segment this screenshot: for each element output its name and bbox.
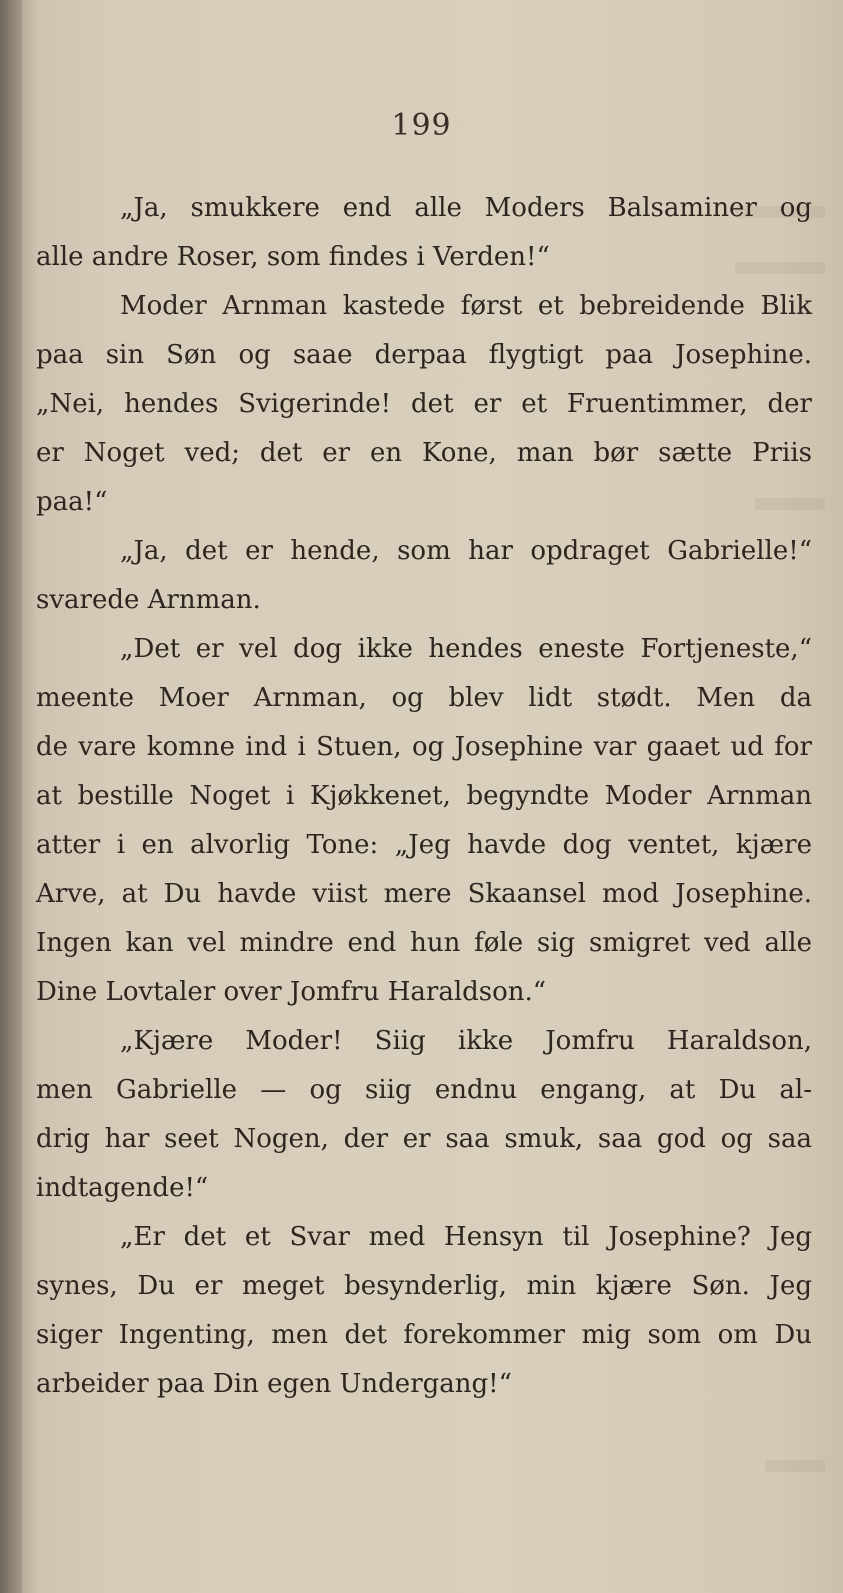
body-text (36, 184, 812, 1409)
text-line: Dine Lovtaler over Jomfru Haraldson.“ (36, 977, 547, 1007)
text-line: synes, Du er meget besynderlig, min kjære Søn. Jeg (36, 1271, 812, 1301)
text-line: men Gabrielle — og siig endnu engang, at Du al- (36, 1075, 812, 1105)
text-line: arbeider paa Din egen Undergang!“ (36, 1369, 512, 1399)
text-line: „Nei, hendes Svigerinde! det er et Fruentimmer, der (36, 389, 812, 419)
text-line: meente Moer Arnman, og blev lidt stødt. Men da (36, 683, 812, 713)
text-line: „Ja, det er hende, som har opdraget Gabrielle!“ (120, 536, 812, 566)
text-line: atter i en alvorlig Tone: „Jeg havde dog ventet, kjære (36, 830, 812, 860)
text-line: paa sin Søn og saae derpaa flygtigt paa Josephine. (36, 340, 812, 370)
page-number: 199 (391, 108, 452, 143)
show-through-mark (765, 1460, 825, 1472)
text-line: er Noget ved; det er en Kone, man bør sætte Priis (36, 438, 812, 468)
text-line: paa!“ (36, 487, 108, 517)
page-binding-edge (0, 0, 22, 1593)
text-line: „Kjære Moder! Siig ikke Jomfru Haraldson, (120, 1026, 812, 1056)
text-line: „Det er vel dog ikke hendes eneste Fortjeneste,“ (120, 634, 812, 664)
text-line: „Ja, smukkere end alle Moders Balsaminer og (120, 193, 812, 223)
text-line: svarede Arnman. (36, 585, 261, 615)
text-line: Arve, at Du havde viist mere Skaansel mod Josephine. (36, 879, 812, 909)
text-line: Ingen kan vel mindre end hun føle sig smigret ved alle (36, 928, 812, 958)
text-line: siger Ingenting, men det forekommer mig som om Du (36, 1320, 812, 1350)
text-line: indtagende!“ (36, 1173, 209, 1203)
text-line: at bestille Noget i Kjøkkenet, begyndte Moder Arnman (36, 781, 812, 811)
text-line: „Er det et Svar med Hensyn til Josephine? Jeg (120, 1222, 812, 1252)
text-line: de vare komne ind i Stuen, og Josephine var gaaet ud for (36, 732, 812, 762)
text-line: alle andre Roser, som findes i Verden!“ (36, 242, 550, 272)
text-line: drig har seet Nogen, der er saa smuk, saa god og saa (36, 1124, 812, 1154)
text-line: Moder Arnman kastede først et bebreidende Blik (120, 291, 812, 321)
